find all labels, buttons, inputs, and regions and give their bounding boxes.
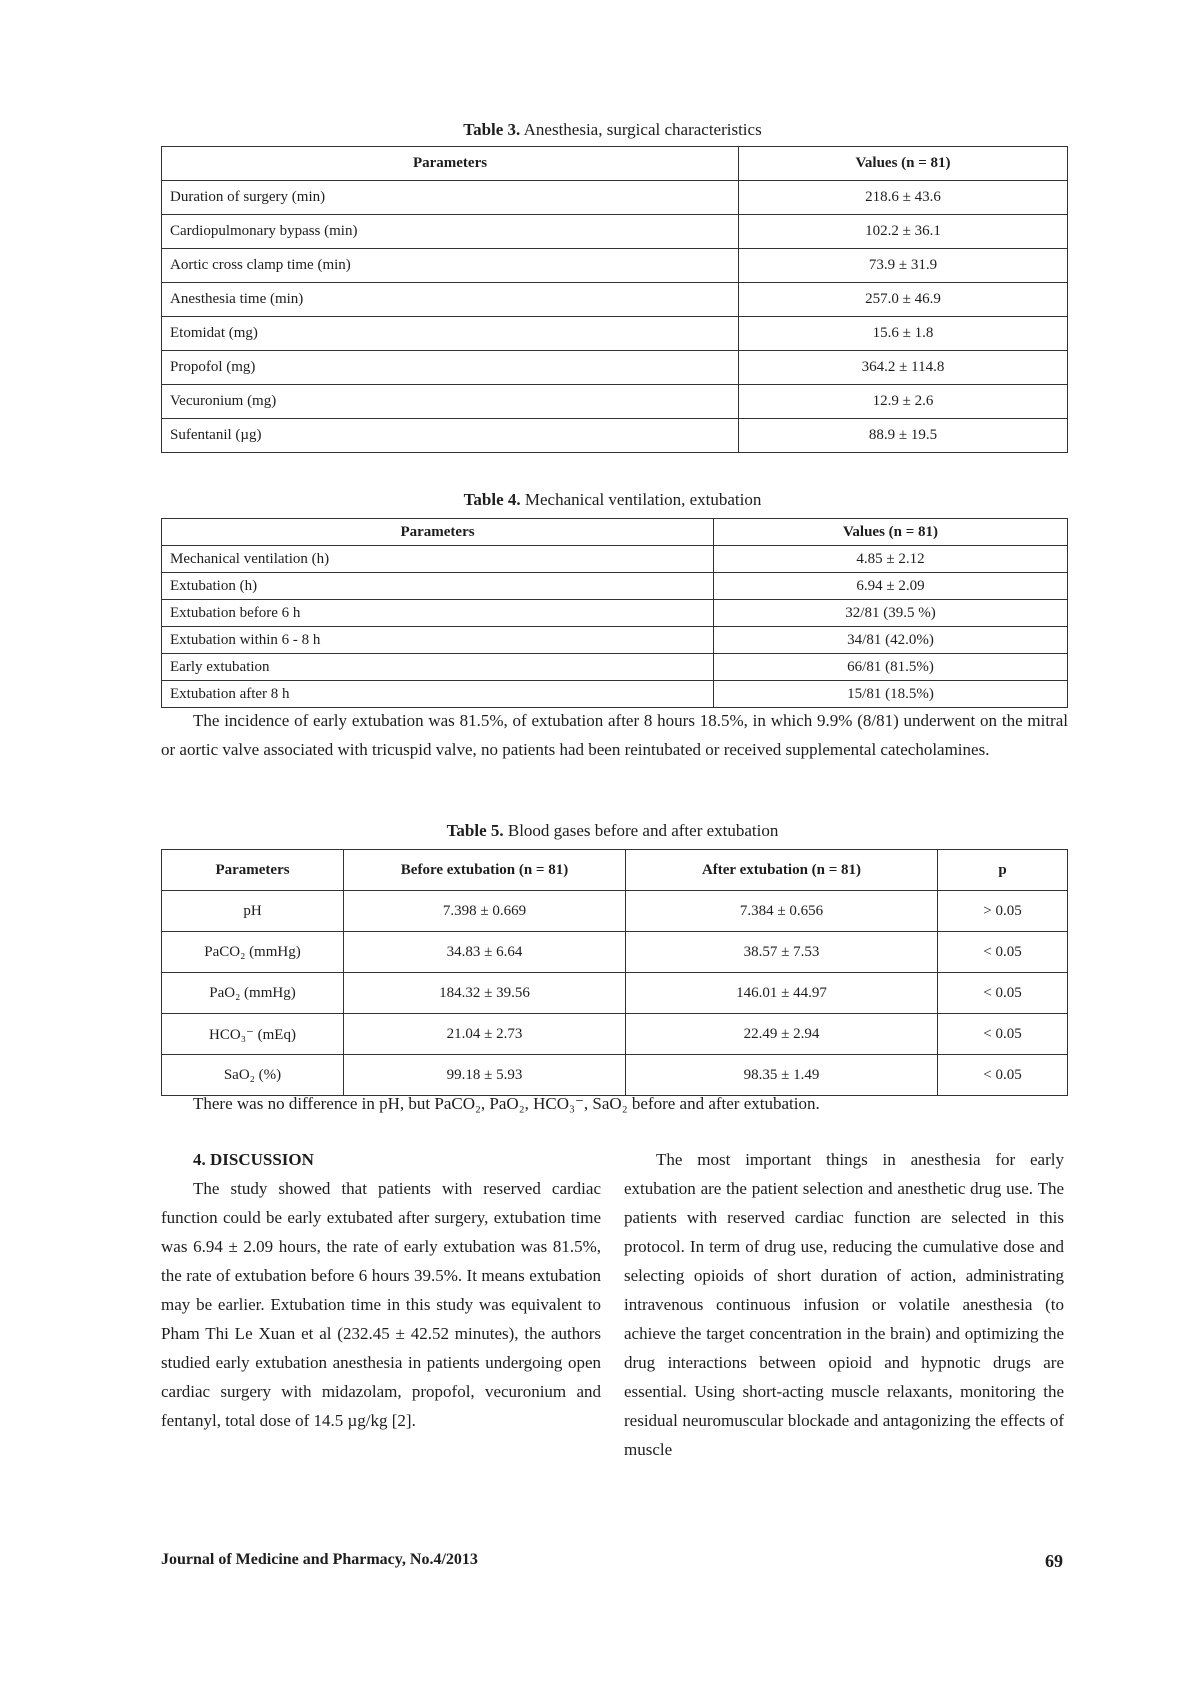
- table-cell: Vecuronium (mg): [162, 385, 739, 419]
- discussion-left-column: [161, 1145, 601, 1435]
- results-paragraph: The incidence of early extubation was 81.5%, of extubation after 8 hours 18.5%, in which 9.9% (8/81) underwent on the mitral or aortic valve associated with tricuspid valve, no patients had been reintubated or received supplemental catecholamines.: [161, 711, 1068, 759]
- table-cell: 15/81 (18.5%): [714, 681, 1068, 708]
- table5-caption-text: Blood gases before and after extubation: [507, 821, 779, 840]
- table-cell: 7.384 ± 0.656: [626, 891, 938, 932]
- discussion-left-text: The study showed that patients with reserved cardiac function could be early extubated after surgery, extubation time was 6.94 ± 2.09 hours, the rate of early extubation was 81.5%, the rate of extubation before 6 hours 39.5%. It means extubation may be earlier. Extubation time in this study was equivalent to Pham Thi Le Xuan et al (232.45 ± 42.52 minutes), the authors studied early extubation anesthesia in patients undergoing open cardiac surgery with midazolam, propofol, vecuronium and fentanyl, total dose of 14.5 µg/kg [2].: [161, 1179, 601, 1430]
- discussion-right-column: The most important things in anesthesia for early extubation are the patient selection and anesthetic drug use. The patients with reserved cardiac function are selected in this protocol. In term of drug use, reducing the cumulative dose and selecting opioids of short duration of action, administrating intravenous continuous infusion or volatile anesthesia (to achieve the target concentration in the brain) and optimizing the drug interactions between opioid and hypnotic drugs are essential. Using short-acting muscle relaxants, monitoring the residual neuromuscular blockade and antagonizing the effects of muscle: [624, 1150, 1064, 1459]
- table5-caption-prefix: Table 5.: [446, 821, 504, 840]
- table-row: [162, 681, 1068, 708]
- table3-caption: [160, 120, 1065, 140]
- table-cell: 7.398 ± 0.669: [344, 891, 626, 932]
- table-row: [162, 546, 1068, 573]
- table5-header-before: Before extubation (n = 81): [344, 850, 626, 891]
- table-cell: Sufentanil (µg): [162, 419, 739, 453]
- discussion-heading: 4. DISCUSSION: [193, 1150, 314, 1169]
- table-cell: Aortic cross clamp time (min): [162, 249, 739, 283]
- table-cell: 184.32 ± 39.56: [344, 973, 626, 1014]
- table-cell: Duration of surgery (min): [162, 181, 739, 215]
- table5-header-parameters: Parameters: [162, 850, 344, 891]
- table-cell: 88.9 ± 19.5: [739, 419, 1068, 453]
- table-cell: 99.18 ± 5.93: [344, 1055, 626, 1096]
- table-row: [162, 932, 1068, 973]
- table-cell: < 0.05: [938, 932, 1068, 973]
- table4-header-values: Values (n = 81): [714, 519, 1068, 546]
- table5-caption: [160, 821, 1065, 841]
- table4-caption-text: Mechanical ventilation, extubation: [524, 490, 762, 509]
- table-cell: 257.0 ± 46.9: [739, 283, 1068, 317]
- table-row: [162, 351, 1068, 385]
- table-cell: 6.94 ± 2.09: [714, 573, 1068, 600]
- table-cell: 364.2 ± 114.8: [739, 351, 1068, 385]
- table-cell: < 0.05: [938, 1014, 1068, 1055]
- table-row: [162, 181, 1068, 215]
- table-cell: SaO₂ (%): [162, 1055, 344, 1096]
- table-row: [162, 654, 1068, 681]
- table-cell: 146.01 ± 44.97: [626, 973, 938, 1014]
- table-cell: 38.57 ± 7.53: [626, 932, 938, 973]
- table-cell: HCO₃⁻ (mEq): [162, 1014, 344, 1055]
- table-row: [162, 385, 1068, 419]
- table-cell: 21.04 ± 2.73: [344, 1014, 626, 1055]
- table5-header-p: p: [938, 850, 1068, 891]
- table-row: [162, 600, 1068, 627]
- table-cell: 34/81 (42.0%): [714, 627, 1068, 654]
- table5: [161, 849, 1068, 1096]
- blood-gas-summary: There was no difference in pH, but PaCO₂, PaO₂, HCO₃⁻, SaO₂ before and after extubation.: [193, 1094, 820, 1113]
- table-cell: 12.9 ± 2.6: [739, 385, 1068, 419]
- table-cell: Extubation within 6 - 8 h: [162, 627, 714, 654]
- table-row: [162, 627, 1068, 654]
- table-cell: < 0.05: [938, 1055, 1068, 1096]
- table-cell: 32/81 (39.5 %): [714, 600, 1068, 627]
- page-number: 69: [1045, 1551, 1063, 1571]
- table4-header-row: [162, 519, 1068, 546]
- table3-header-row: [162, 147, 1068, 181]
- table-row: [162, 249, 1068, 283]
- table-cell: 102.2 ± 36.1: [739, 215, 1068, 249]
- table-cell: < 0.05: [938, 973, 1068, 1014]
- table-row: [162, 1014, 1068, 1055]
- table-cell: > 0.05: [938, 891, 1068, 932]
- table-row: [162, 891, 1068, 932]
- table-cell: Etomidat (mg): [162, 317, 739, 351]
- table-cell: Extubation after 8 h: [162, 681, 714, 708]
- table5-header-row: [162, 850, 1068, 891]
- table-cell: 34.83 ± 6.64: [344, 932, 626, 973]
- table3: [161, 146, 1068, 453]
- table4-caption-prefix: Table 4.: [463, 490, 521, 509]
- table4: [161, 518, 1068, 708]
- table-cell: 22.49 ± 2.94: [626, 1014, 938, 1055]
- table3-header-values: Values (n = 81): [739, 147, 1068, 181]
- journal-footer: Journal of Medicine and Pharmacy, No.4/2013: [161, 1551, 478, 1568]
- table-cell: 73.9 ± 31.9: [739, 249, 1068, 283]
- table3-header-parameters: Parameters: [162, 147, 739, 181]
- table-cell: Extubation before 6 h: [162, 600, 714, 627]
- table-cell: 15.6 ± 1.8: [739, 317, 1068, 351]
- table-cell: Propofol (mg): [162, 351, 739, 385]
- table4-header-parameters: Parameters: [162, 519, 714, 546]
- table-row: [162, 317, 1068, 351]
- table-row: [162, 215, 1068, 249]
- table-cell: Extubation (h): [162, 573, 714, 600]
- table-cell: 98.35 ± 1.49: [626, 1055, 938, 1096]
- table3-caption-prefix: Table 3.: [463, 120, 521, 139]
- table4-caption: [160, 490, 1065, 510]
- table3-caption-text: Anesthesia, surgical characteristics: [523, 120, 762, 139]
- table-cell: Early extubation: [162, 654, 714, 681]
- table-cell: 218.6 ± 43.6: [739, 181, 1068, 215]
- table-row: [162, 973, 1068, 1014]
- table-cell: PaO₂ (mmHg): [162, 973, 344, 1014]
- table-cell: 4.85 ± 2.12: [714, 546, 1068, 573]
- table-cell: Mechanical ventilation (h): [162, 546, 714, 573]
- table-row: [162, 573, 1068, 600]
- table-cell: PaCO₂ (mmHg): [162, 932, 344, 973]
- table-row: [162, 283, 1068, 317]
- table-row: [162, 419, 1068, 453]
- table-cell: Anesthesia time (min): [162, 283, 739, 317]
- table-cell: 66/81 (81.5%): [714, 654, 1068, 681]
- table5-header-after: After extubation (n = 81): [626, 850, 938, 891]
- table-cell: Cardiopulmonary bypass (min): [162, 215, 739, 249]
- table-cell: pH: [162, 891, 344, 932]
